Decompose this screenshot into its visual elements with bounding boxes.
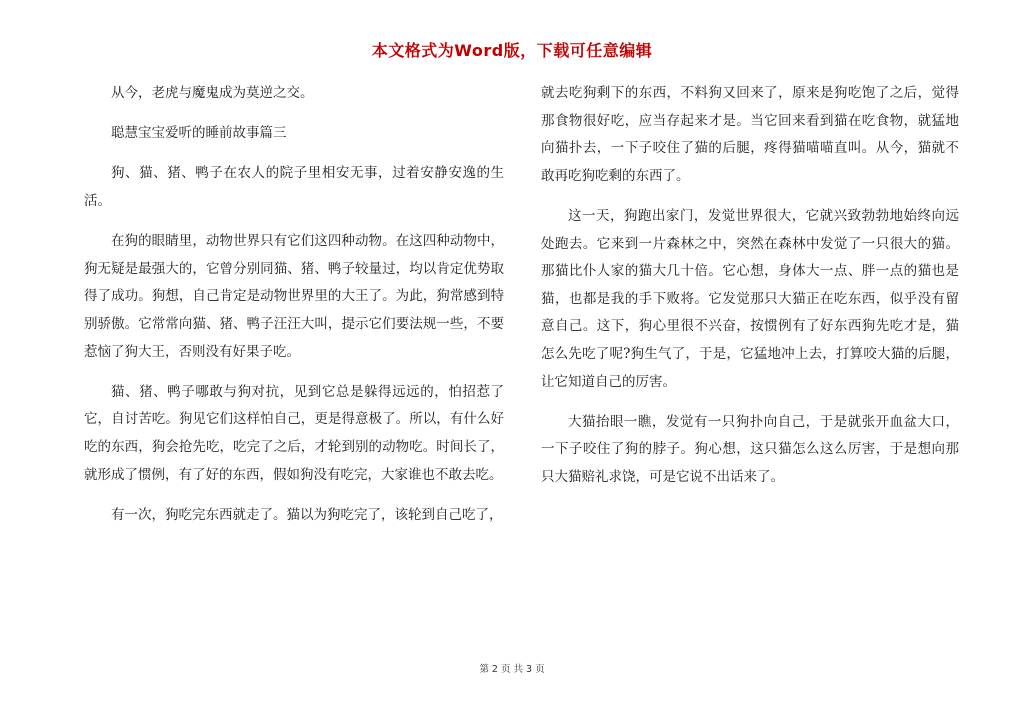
story-title: 聪慧宝宝爱听的睡前故事篇三 [111,125,287,142]
word-format-notice: 本文格式为Word版，下载可任意编辑 [371,41,653,60]
paragraph: 在狗的眼睛里，动物世界只有它们这四种动物。在这四种动物中，狗无疑是最强大的，它曾分别同猫、猪、鸭子较量过，均以肯定优势取得了成功。狗想，自己肯定是动物世界里的大王了。为此，狗常感到特别骄傲。它常常向猫、猪、鸭子汪汪大叫，提示它们要法规一些，不要惹恼了狗大王，否则没有好果子吃。 [84,233,504,360]
page-number: 第 2 页 共 3 页 [479,664,545,675]
paragraph: 大猫抬眼一瞧，发觉有一只狗扑向自己，于是就张开血盆大口，一下子咬住了狗的脖子。狗心想，这只猫怎么这么厉害，于是想向那只大猫赔礼求饶，可是它说不出话来了。 [541,413,959,485]
paragraph: 猫、猪、鸭子哪敢与狗对抗，见到它总是躲得远远的，怕招惹了它，自讨苦吃。狗见它们这样怕自己，更是得意极了。所以，有什么好吃的东西，狗会抢先吃，吃完了之后，才轮到别的动物吃。时间长了，就形成了惯例，有了好的东西，假如狗没有吃完，大家谁也不敢去吃。 [84,383,504,483]
left-text-column [84,80,504,542]
paragraph: 这一天，狗跑出家门，发觉世界很大，它就兴致勃勃地始终向远处跑去。它来到一片森林之中，突然在森林中发觉了一只很大的猫。那猫比仆人家的猫大几十倍。它心想，身体大一点、胖一点的猫也是猫，也都是我的手下败将。它发觉那只大猫正在吃东西，似乎没有留意自己。这下，狗心里很不兴奋，按惯例有了好东西狗先吃才是，猫怎么先吃了呢?狗生气了，于是，它猛地冲上去，打算咬大猫的后腿，让它知道自己的厉害。 [541,207,959,390]
right-text-column [541,80,959,504]
paragraph: 有一次，狗吃完东西就走了。猫以为狗吃完了，该轮到自己吃了， [111,506,503,523]
paragraph: 从今，老虎与魔鬼成为莫逆之交。 [111,85,314,101]
paragraph: 狗、猫、猪、鸭子在农人的院子里相安无事，过着安静安逸的生活。 [84,165,504,209]
paragraph: 就去吃狗剩下的东西，不料狗又回来了，原来是狗吃饱了之后，觉得那食物很好吃，应当存起来才是。当它回来看到猫在吃食物，就猛地向猫扑去，一下子咬住了猫的后腿，疼得猫喵喵直叫。从今，猫就不敢再吃狗吃剩的东西了。 [541,85,959,184]
